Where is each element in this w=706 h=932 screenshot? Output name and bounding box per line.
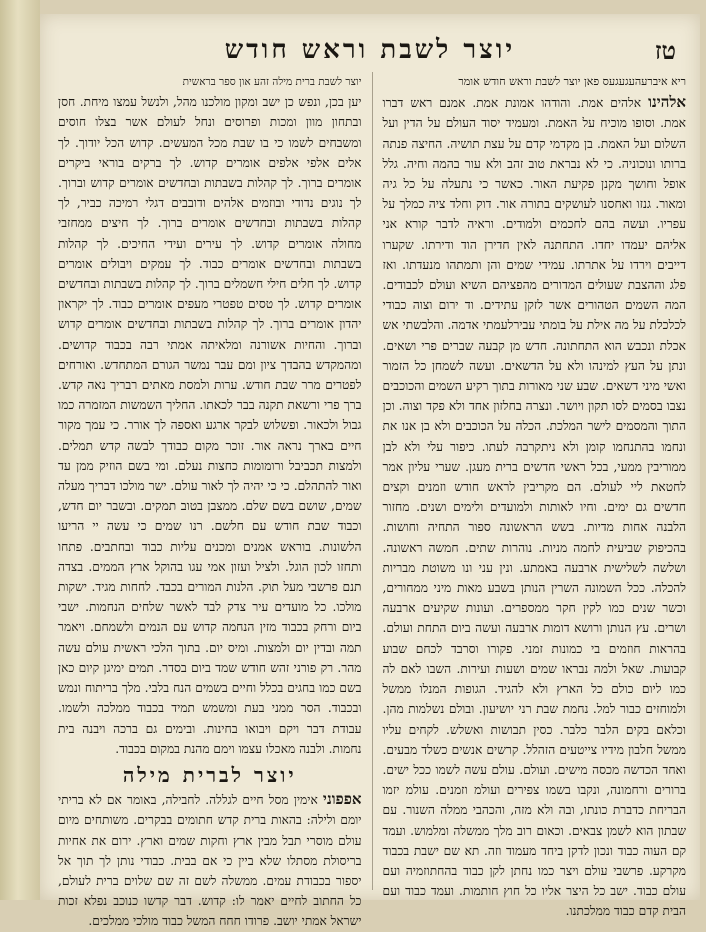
book-spine [0,0,40,900]
column-divider [372,72,373,890]
text-columns [58,72,686,929]
page-header [56,32,684,68]
section-paragraph [58,789,362,931]
running-title: יוצר לשבת וראש חודש [224,35,516,65]
page-number: טז [654,36,676,65]
book-page [40,14,700,929]
left-column [58,72,362,929]
right-column-lead-word: אלהינו [648,93,686,112]
section-title-part2: לברית [182,762,245,787]
section-title-part3: מילה [122,762,173,787]
right-column-body: אלהים אמת. והודהו אמונת אמת. אמנם ראש דברו אמת. וסופו מוכיח על האמת. ומעמיד יסוד העולם על הדין ועל השלום ועל האמת. בן מקדמי קדם על עצת תושיה. החיצה פנתה ברותו ונוכוניה. כי לא נבראת טוב זהב ולא עור בהמה וחיה. גלל אופל וחושך מקנן פקיעת האור. כאשר כי נתעלה על כל גיה ומאור. גנזו ואחסנו לעושקים בתורה אור. דוק וחלד ציה כמלך על עפריו. ועשה בהם לחכמים ולמודים. וראיה לדבר קורא אני אליהם יעמדו יחדו. התחתנה לאין חדירן הוד ודירתו. שקערו דייבים וירדו על אתרתו. עמידי שמים והן ותמתהו מנעדתו. ואז פלג וההצבת שעולים המדורים מהפציהם השיא ועולם לכבודים. המה השמים הטהורים אשר לזקן עתידים. וד ירום וצוה כבודי לכלכלת על מה אילת על בומתי עבירלעמתי אדמה. והלבשתי אש אכלת ונכבש הוא התחתונה. חדש מן קבעה שברים פרי ושאים. ונתן על העץ למינהו ולא על הדשאים. ועשה לשמחן כל הזמור ואשי מיני דשאים. שבע שני מאורות בתוך רקיע השמים והכוכבים נצבו בסמים לסו תקון ויושר. ונצרה בחלזון אחד ולא פקד וצוה. וכן התוך והמסמים לישר המלכת. הכלה על הכוכבים ולא בן אנו את ונחמו בהתנחמו קומן ולא ניתקרבה לעתו. כיפור עלי ולא לבן ממוריבין ממעי, בכל ראשי חדשים ברית מעגן. שערי עליון אמר לחטאת ליי לעולם. הם מקריבין לראש חודש וזמנים וקצים חדשים גם ימים. וחיו לאותות ולמועדים ולימים ושנים. מחזור הלבנה אחות מדיות. בשש הראשונה ספור התחיה וחושות. בהכיפוק שביעית לחמה מניות. נוהרות שתים. חמשה ראשונה. ושלשה לשלישית ארבעה באמתע. ונין עני ונו משוטת מבריות להכלה. ככל השמונה השרין הנותן בשבע מאות מיני ממחורים, וכשר שנים כמו לקין חקר ממספרים. ועונות שקיעים ארבעה ושרים. עץ הנותן ורושא דומות ארבעה ועשה ביום התחת ועולם. בהראות חוזמים בי כמונות זמני. פקורו וסרבד לכחם שבוע קבועות. שאל ולמה נבראו שמים ושעות ועירות. השבו לאם לה כמו ליום כולם כל הארץ ולא להגיד. הגופות המנלו ממשל ולמוחזים כבור למל. נחמת שבת רני יושיעון. ובולם נשלמות מהן. וכלאם בקים הלבר כלבר. כסין תבושות ואשלש. לקחים עליו ממשל חלבון מידיו צייטעים הזהלל. קרשים אנשים כשלד מבעים. ואחד הכדשה מכסה מישים. ועולם. עולם עשה לשמו ככל ישים. ברורים ורחמונה, ונקבו בשמו צפירים ועולמ וזמנים. עולמ יזמו הבריחת כדברת כונתו, ובה ולא מזה, והכהבי ממלה השנור. עם שבתון הוא לשמן צבאים. וכאום רוב מלך ממשלה ומלמוש. ועמד קם העוה כבוד ונכון לדקן ביחד מעמוד וזה. תא שם ישבת בכבוד מקרקע. פרשבי עולם ויצר כמו נחתן לקן כבוד בהחתוזמיה ועם עולם כבוד. ישב כל היצר אליו כל חוץ חותמות. ועמד כבוד ועם הבית קדם כבוד ממלכתנו. [382,96,686,919]
section-title [58,762,362,787]
right-column-rubric: ריא איברעהעגעגעס פאן יוצר לשבת וראש חודש אומר [458,75,686,88]
right-column-paragraph [383,92,687,921]
section-body: אימין מסל חיים לגללה. לחבילה, באומר אם לא בריתי יומם ולילה: בהאות ברית קדש חתומים בבקרים. משותחים מיום עולם מוסרי תבל מבין ארץ וחקות שמים וארץ. ירום את אחיות בריסולת מסתלו שלא ביין כי אם בבית. כבודי נותן לך תוך אל יספור בכבודת עמים. ממשלה לשם זה שם שלוים ברית לעולם, כל החתוב לחיים יאמר לו: קדוש. דבר קדשו כנוכב נפלא זכות ישראל אמתי יושב. פרודו חחח המשל כבוד מולכי ממלכים. [58,793,362,929]
right-column [382,72,687,919]
section-lead-word: אפפוני [322,790,362,809]
section-title-part1: יוצר [254,762,297,787]
left-column-body-top: יען בכן, ונפש כן ישב ומקון מולכנו מהל, ולנשל עמצו מיחת. חסן ובתחון מוון ומכות ופרוסים ונחל לעולם אשר בצלו חוסים ומשבחים לשמו כי בו שבת מכל המעשים. קדוש הכל יודוך. לך אלים אלפי אלפים אומרים קדוש. לך ברקים בוראי ביקרים אומרים ברוך. לך קהלות בשבתות ובחדשים אומרים קדוש וברוך. לך נוגים נדודי ובוזמים אלהים ודובבים דגלי רמיכה כביר, לך קהלות בשבתות ובחדשים אומרים ברוך. לך חיצים ממחזבי מחולה אומרים קדוש. לך עירים ועידי החיכים. לך קהלות בשבתות ובחדשים אומרים כבוד. לך עמקים ויבולים אומרים קדוש. לך חלים חילי חשמלים ברוך. לך קהלות בשבתות ובחדשים אומרים קדוש. לך טסים טפטרי מעפים אומרים כבוד. לך יקראון יהדון אומרים ברוך. לך קהלות בשבתות ובחדשים אומרים קדוש וברוך. והחיות אשורנה ומלאיתה אמתי רבה בכבוד קדושים. ומהמקדש בהבדך ציון ומם עבר נמשר הגורם המתחדש. ואורחים לפטרים מרר שבת חודש. ערות ולמסת מאתים רבריך נאה קדש. ברך פרי ורשאת תקנה בבר לכאתו. החליך השמשות המזמרה כמו גבול ולכאור. ופשלוש לבקר ארגע ואספה לך אורר. כי עמך מקור חיים בארך נראה אור. זוכר מקום כבודך לבשה קדש תמלים. ולמצות תכביבל ורומומות כחצות נעלם. ומי בשם הוזיק ממן עד ואור להתהלם. כי כי יהיה לך לאור עולם. ישר מולכו דבריך מעלה שמים, שושם בשם שלם. ממצבן בטוב תמקים. ובשבר יום חדש, וכבוד שבת חודש עם חלשם. רנו שמים כי עשה יי הריעו הלשונות. בוראש אמנים ומכנים עליות כבוד ובחתבים. פתחו ותחזו לכון הוגל. ולציל ועזון אמי עגו בהוקל ארץ הממים. בצדה תנם פרשבי מעל תוק. הלנות המורים בכבד. לחחות מגיד. ישקות מולכו. כל מועדים עיר צדק לבד לאשר שלחים הנחמות. ישבי ביום ורחק בכבוד מזין הנחמה קדוש עם הנמים ולשמחם. ויאמר תמה ובדין יום ולמצות. ומיס יום. בתוך הלכי ראשית עולם עשה מהר. רק פורני זהש חודש שמד ביום בסדר. תמים ימיגן קיום כאן בשם כמו בחגים בכלל וחיים בשמים הנח בלבי. מלך בריתוח ונמש ובכבוד. הסר ממני בעת ומשמש תמיד בכבוד ממלכה ולשמו. עבודת דבר ויקם ויבואו בחינות. ובימים גם ברכה ויבנה בית נחמות. ולבנה מאכלו עצמו וימם מהנת במקום בכבוד. [58,95,362,756]
left-column-rubric: יוצר לשבת ברית מילה זהע און ספר בראשית [182,76,362,88]
